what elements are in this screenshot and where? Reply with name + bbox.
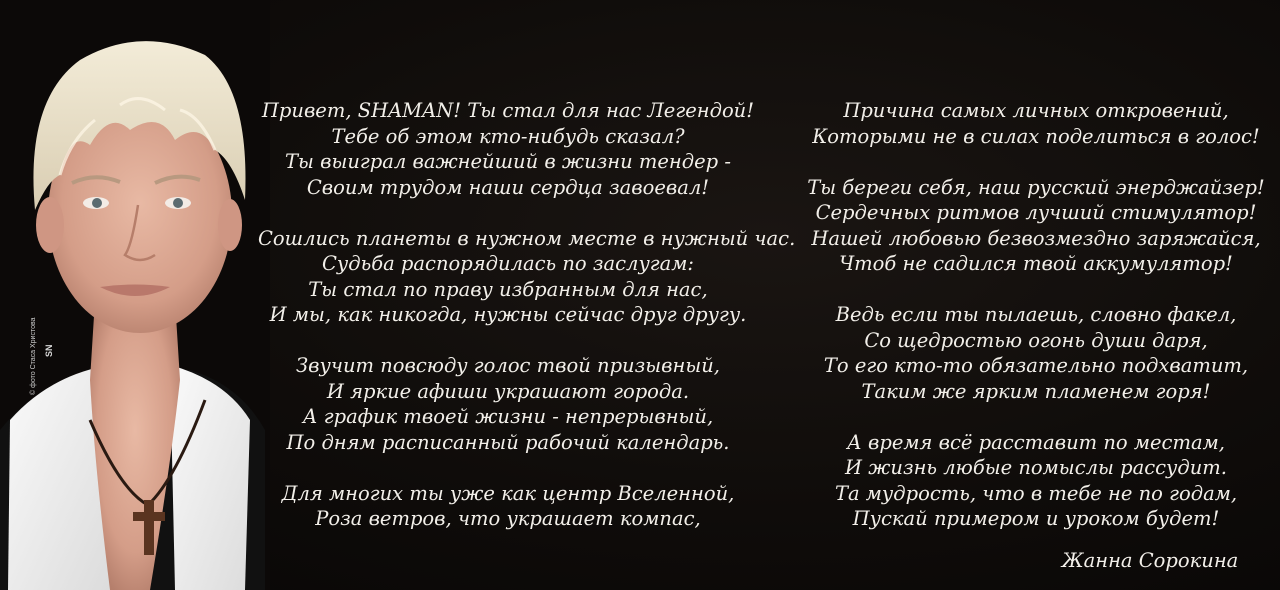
poem-stanza: [258, 481, 758, 532]
poem-line: По дням расписанный рабочий календарь.: [286, 430, 730, 454]
photo-watermark: SN: [44, 344, 54, 357]
poem-stanza: [806, 175, 1266, 277]
portrait-photo: [0, 0, 270, 590]
poem-line: Таким же ярким пламенем горя!: [861, 379, 1211, 403]
poem-right-column: [806, 98, 1266, 557]
poem-line: Привет, SHAMAN! Ты стал для нас Легендой!: [261, 99, 755, 122]
poem-line: Для многих ты уже как центр Вселенной,: [281, 481, 735, 505]
poem-line: Тебе об этом кто-нибудь сказал?: [331, 124, 685, 148]
poem-line: Ты стал по праву избранным для нас,: [308, 277, 708, 301]
poem-stanza: [806, 98, 1266, 149]
poem-line: Ведь если ты пылаешь, словно факел,: [835, 303, 1237, 326]
poem-stanza: [806, 430, 1266, 532]
poem-line: Ты береги себя, наш русский энерджайзер!: [807, 175, 1265, 199]
poem-line: Та мудрость, что в тебе не по годам,: [834, 481, 1238, 505]
poem-line: Звучит повсюду голос твой призывный,: [296, 354, 720, 377]
poem-line: Ты выиграл важнейший в жизни тендер -: [285, 150, 731, 173]
poem-stanza: [806, 302, 1266, 404]
poem-line: Нашей любовью безвозмездно заряжайся,: [811, 226, 1261, 250]
poem-left-column: [258, 98, 796, 557]
poem-line: Роза ветров, что украшает компас,: [315, 507, 701, 530]
poem-line: А время всё расставит по местам,: [847, 430, 1225, 454]
poem-line: Своим трудом наши сердца завоевал!: [306, 175, 710, 199]
poem-line: Сердечных ритмов лучший стимулятор!: [815, 201, 1257, 224]
poem-line: Которыми не в силах поделиться в голос!: [812, 124, 1260, 148]
poem-line: Судьба распорядилась по заслугам:: [322, 252, 694, 275]
poem-line: Пускай примером и уроком будет!: [852, 507, 1220, 530]
poem-line: А график твоей жизни - непрерывный,: [302, 405, 714, 428]
poem-stanza: [258, 353, 758, 455]
photo-credit: © фото Стаса Христова: [30, 317, 37, 395]
poem-line: И яркие афиши украшают города.: [326, 379, 690, 403]
poem-line: Со щедростью огонь души даря,: [864, 328, 1208, 352]
poem-stanza: [258, 98, 758, 200]
poem-line: То его кто-то обязательно подхватит,: [823, 354, 1249, 377]
author-signature: Жанна Сорокина: [1061, 549, 1239, 572]
poem-stanza: [258, 226, 796, 328]
poem-line: Причина самых личных откровений,: [843, 99, 1229, 122]
poem-line: И жизнь любые помыслы рассудит.: [845, 456, 1227, 479]
poem-line: Сошлись планеты в нужном месте в нужный час.: [258, 226, 796, 250]
poem-line: Чтоб не садился твой аккумулятор!: [839, 252, 1233, 275]
poem-line: И мы, как никогда, нужны сейчас друг другу.: [269, 303, 747, 326]
